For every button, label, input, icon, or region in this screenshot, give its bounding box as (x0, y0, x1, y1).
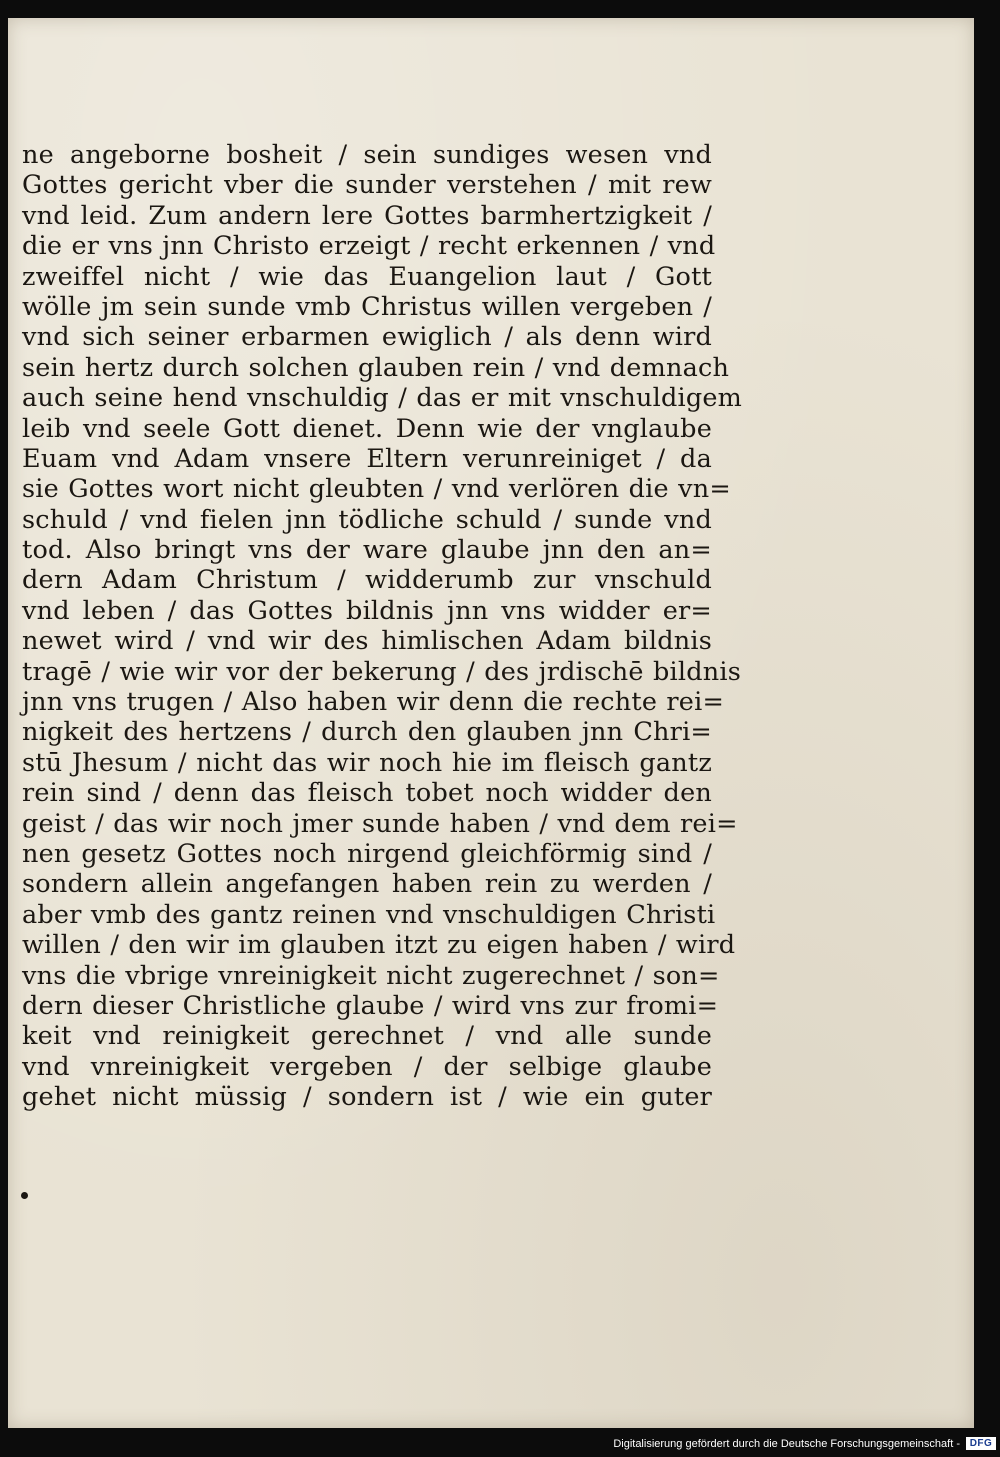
text-line: nen gesetz Gottes noch nirgend gleichförmig sind / (22, 838, 712, 869)
text-line: schuld / vnd fielen jnn tödliche schuld / sunde vnd (22, 504, 712, 535)
text-line: Euam vnd Adam vnsere Eltern verunreiniget / da (22, 443, 712, 474)
text-line: stū Jhesum / nicht das wir noch hie im fleisch gantz (22, 747, 712, 778)
text-line: zweiffel nicht / wie das Euangelion laut / Gott (22, 261, 712, 292)
text-line: vnd vnreinigkeit vergeben / der selbige glaube (22, 1051, 712, 1082)
text-line: gehet nicht müssig / sondern ist / wie ein guter (22, 1082, 712, 1113)
digitization-footer (613, 1430, 1000, 1457)
text-line: Gottes gericht vber die sunder verstehen / mit rew (22, 170, 712, 201)
text-line: dern dieser Christliche glaube / wird vns zur fromi= (22, 990, 719, 1021)
text-line: keit vnd reinigkeit gerechnet / vnd alle sunde (22, 1021, 712, 1052)
text-line: sie Gottes wort nicht gleubten / vnd verlören die vn= (22, 474, 731, 505)
text-line: ne angeborne bosheit / sein sundiges wesen vnd (22, 140, 712, 170)
text-line: vnd leid. Zum andern lere Gottes barmhertzigkeit / (22, 200, 712, 231)
body-text (22, 140, 743, 1113)
text-line: vns die vbrige vnreinigkeit nicht zugerechnet / son= (22, 960, 720, 991)
text-line: sein hertz durch solchen glauben rein / vnd demnach (22, 352, 730, 383)
text-line: wölle jm sein sunde vmb Christus willen vergeben / (22, 291, 712, 322)
text-line: jnn vns trugen / Also haben wir denn die rechte rei= (22, 687, 725, 718)
text-line: vnd leben / das Gottes bildnis jnn vns widder er= (22, 595, 712, 626)
text-line: tod. Also bringt vns der ware glaube jnn den an= (22, 535, 712, 566)
text-line: leib vnd seele Gott dienet. Denn wie der vnglaube (22, 413, 712, 444)
dfg-logo-icon: DFG (966, 1437, 996, 1450)
text-line: die er vns jnn Christo erzeigt / recht erkennen / vnd (22, 231, 716, 262)
text-line: sondern allein angefangen haben rein zu werden / (22, 869, 712, 900)
text-line: nigkeit des hertzens / durch den glauben jnn Chri= (22, 717, 712, 748)
text-line: willen / den wir im glauben itzt zu eigen haben / wird (22, 930, 736, 961)
text-line: rein sind / denn das fleisch tobet noch widder den (22, 778, 712, 809)
scanned-page (8, 18, 974, 1428)
text-line: aber vmb des gantz reinen vnd vnschuldigen Christi (22, 899, 716, 930)
funding-credit: Digitalisierung gefördert durch die Deutsche Forschungsgemeinschaft - (613, 1437, 960, 1450)
text-line: vnd sich seiner erbarmen ewiglich / als denn wird (22, 322, 712, 353)
text-line: newet wird / vnd wir des himlischen Adam bildnis (22, 626, 712, 657)
text-line: tragē / wie wir vor der bekerung / des jrdischē bildnis (22, 656, 741, 687)
text-line: auch seine hend vnschuldig / das er mit vnschuldigem (22, 383, 743, 414)
ink-dot-mark (21, 1192, 28, 1199)
text-line: geist / das wir noch jmer sunde haben / vnd dem rei= (22, 808, 738, 839)
text-line: dern Adam Christum / widderumb zur vnschuld (22, 565, 712, 596)
